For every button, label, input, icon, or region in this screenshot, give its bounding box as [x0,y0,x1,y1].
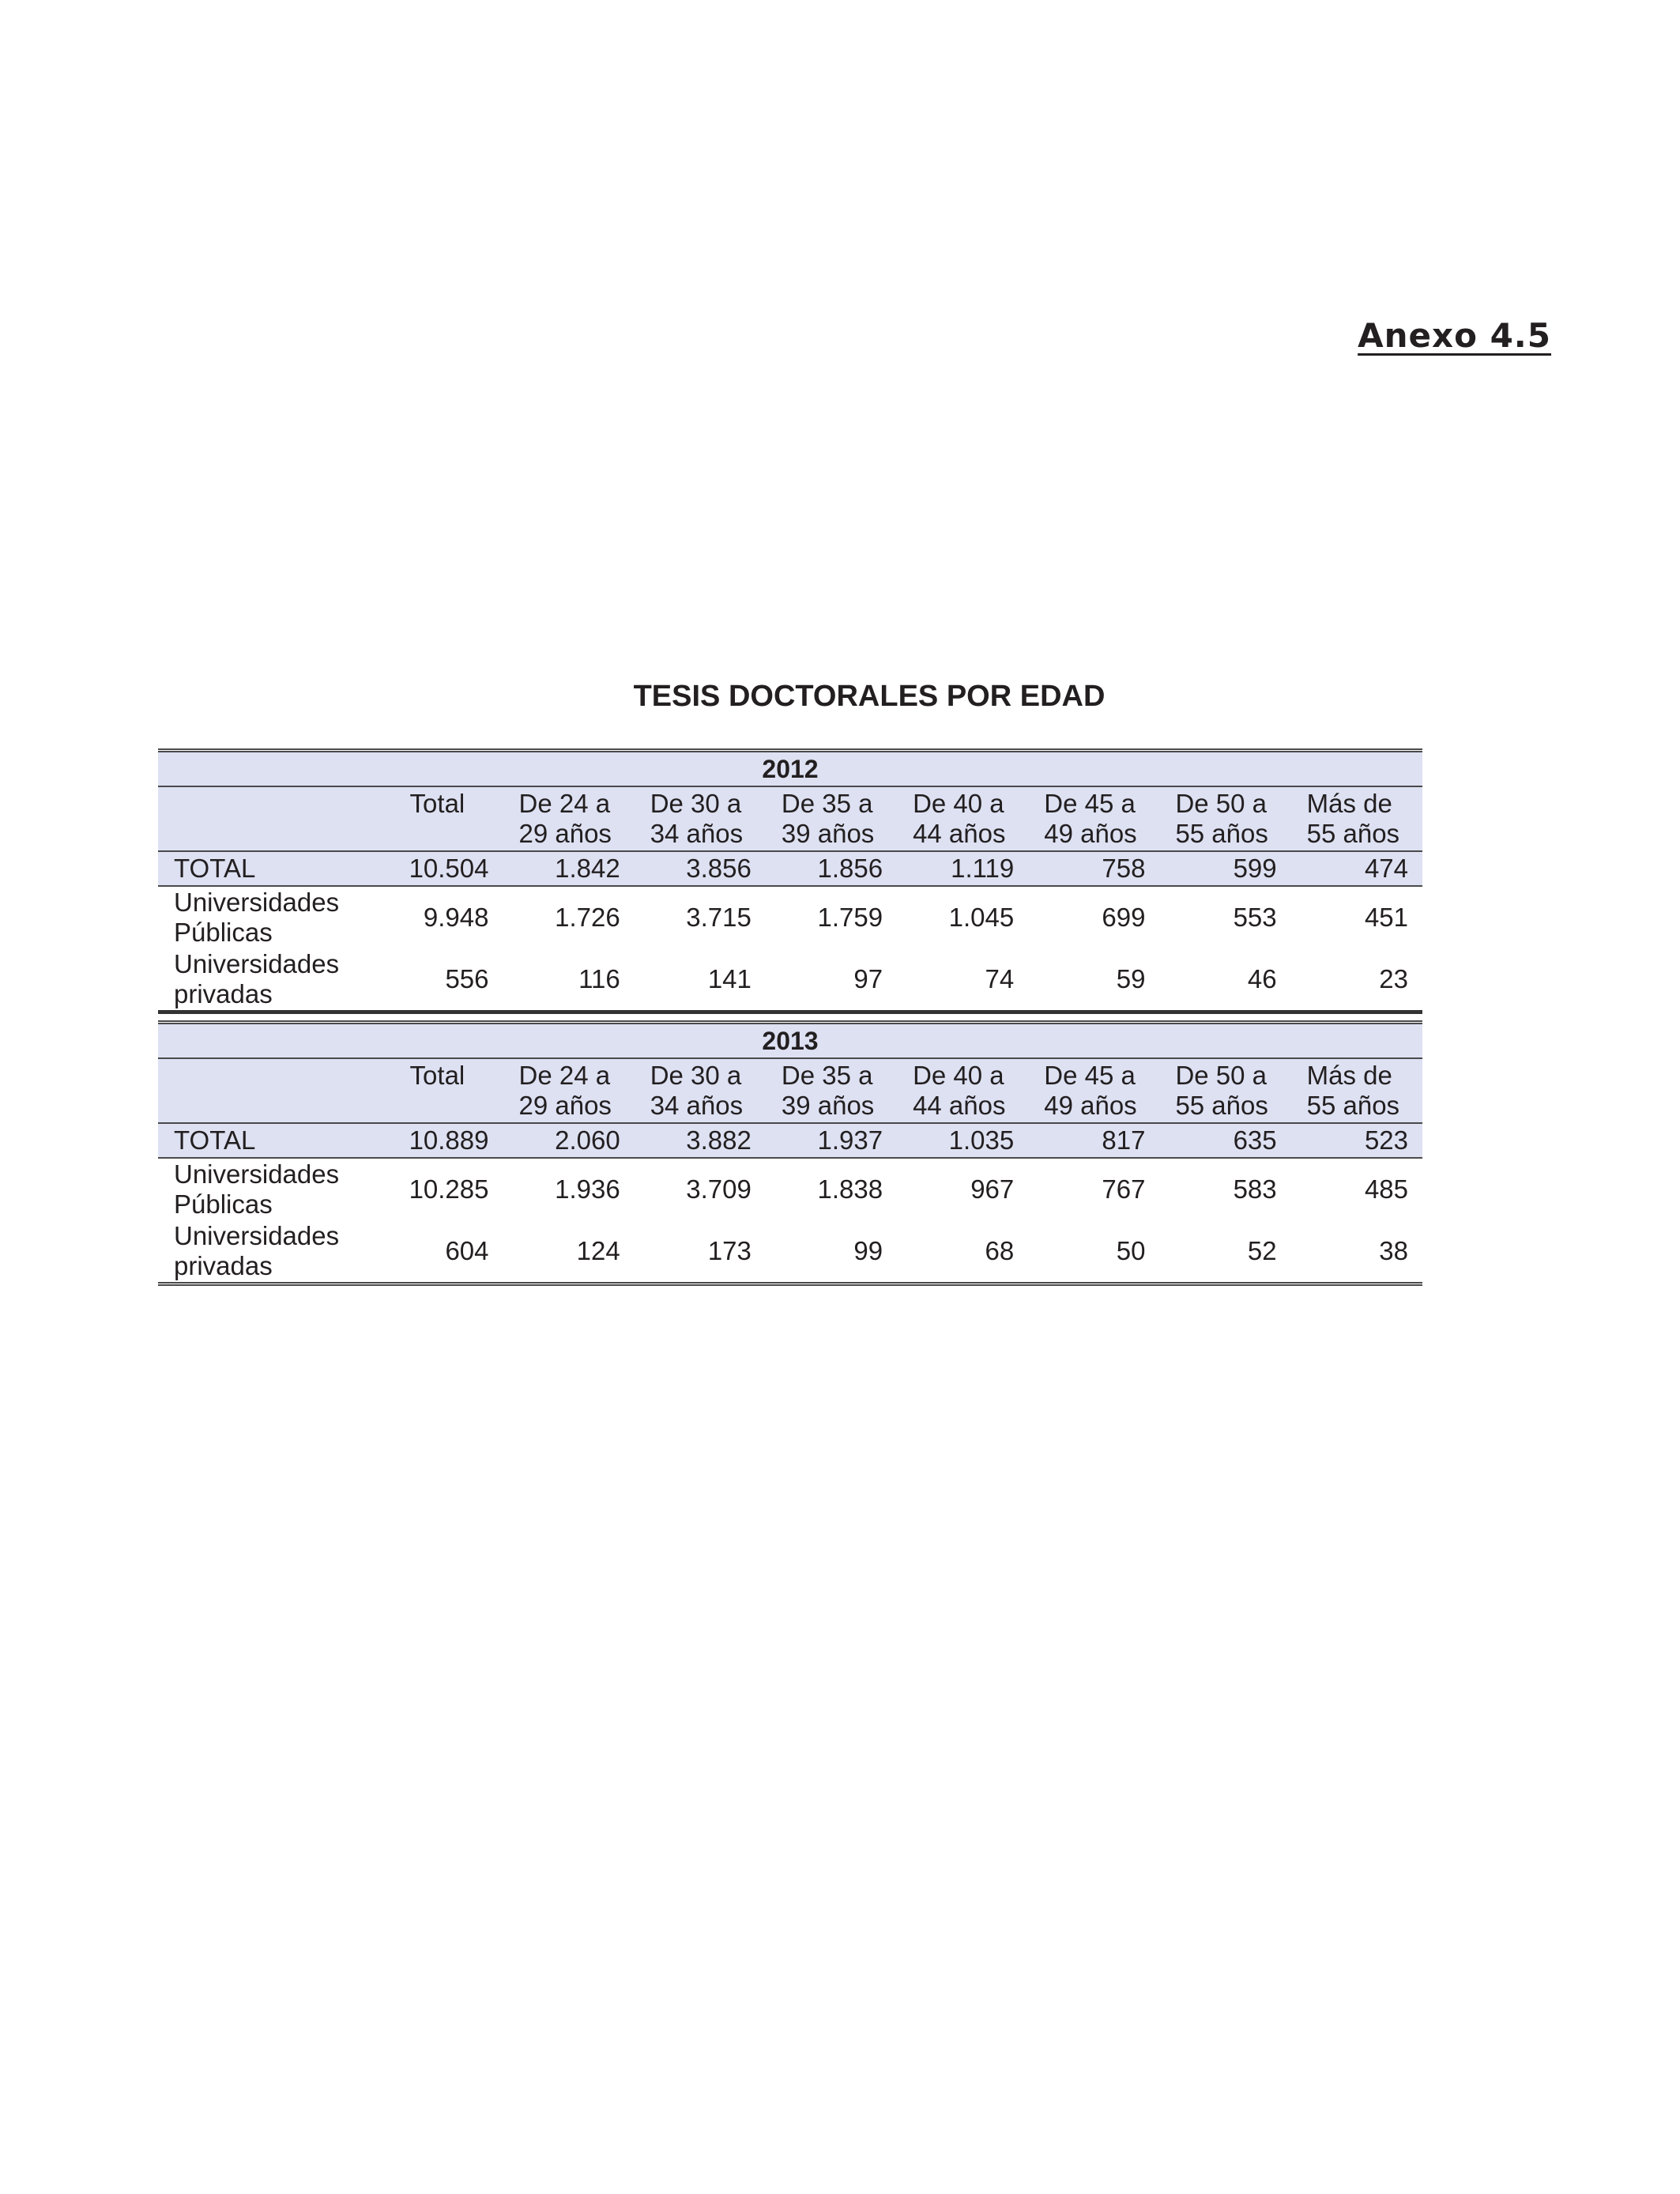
cell-value: 50 [1028,1220,1159,1282]
row-label-line: Universidades [174,949,340,978]
cell-value: 1.119 [897,851,1028,886]
header-age-50-55 [1159,1058,1290,1123]
cell-value: 967 [897,1158,1028,1220]
row-label-line: Universidades [174,1159,340,1189]
header-total: Total [371,1058,503,1123]
cell-value: 59 [1028,948,1159,1010]
cell-value: 485 [1291,1158,1422,1220]
header-line: 34 años [650,1091,744,1120]
table-row-privadas [158,948,1422,1010]
row-label-line: Universidades [174,1221,340,1250]
year-header-row [158,751,1422,787]
header-age-55-plus [1291,786,1422,851]
header-age-30-34 [635,1058,766,1123]
header-line: 49 años [1044,819,1137,848]
header-line: 29 años [518,819,612,848]
header-line: 44 años [913,1091,1006,1120]
header-line: De 45 a [1044,789,1136,818]
header-line: 29 años [518,1091,612,1120]
document-title: TESIS DOCTORALES POR EDAD [633,680,1106,713]
header-line: De 50 a [1175,789,1268,818]
table-row-publicas [158,1158,1422,1220]
table-bottom-rule [158,1282,1422,1286]
cell-value: 74 [897,948,1028,1010]
cell-value: 141 [635,948,766,1010]
header-line: 55 años [1306,1091,1400,1120]
table-2013 [158,1020,1422,1282]
cell-value: 9.948 [371,886,503,948]
cell-value: 767 [1028,1158,1159,1220]
cell-value: 3.715 [635,886,766,948]
cell-value: 1.842 [503,851,635,886]
year-label: 2013 [158,1023,1422,1059]
header-corner [158,1058,371,1123]
row-label-line: Públicas [174,918,273,947]
cell-value: 451 [1291,886,1422,948]
cell-value: 758 [1028,851,1159,886]
row-label: TOTAL [158,851,371,886]
header-age-40-44 [897,1058,1028,1123]
year-label: 2012 [158,751,1422,787]
header-age-35-39 [766,786,897,851]
cell-value: 23 [1291,948,1422,1010]
table-2012 [158,748,1422,1010]
cell-value: 604 [371,1220,503,1282]
cell-value: 10.285 [371,1158,503,1220]
header-line: 34 años [650,819,744,848]
year-header-row [158,1023,1422,1059]
cell-value: 1.726 [503,886,635,948]
header-line: 49 años [1044,1091,1137,1120]
cell-value: 99 [766,1220,897,1282]
row-label [158,1220,371,1282]
table-row-publicas [158,886,1422,948]
cell-value: 556 [371,948,503,1010]
header-age-50-55 [1159,786,1290,851]
header-line: De 50 a [1175,1061,1268,1090]
header-line: De 30 a [650,789,742,818]
row-label: TOTAL [158,1123,371,1158]
cell-value: 1.035 [897,1123,1028,1158]
row-label-line: privadas [174,1251,273,1280]
tables-container [158,748,1422,1286]
cell-value: 553 [1159,886,1290,948]
cell-value: 1.937 [766,1123,897,1158]
table-row-total [158,851,1422,886]
cell-value: 46 [1159,948,1290,1010]
header-line: 39 años [781,1091,875,1120]
header-line: 55 años [1306,819,1400,848]
header-line: De 35 a [781,789,873,818]
row-label-line: privadas [174,979,273,1008]
cell-value: 116 [503,948,635,1010]
header-corner [158,786,371,851]
table-row-total [158,1123,1422,1158]
header-age-24-29 [503,786,635,851]
cell-value: 68 [897,1220,1028,1282]
header-age-24-29 [503,1058,635,1123]
column-header-row [158,1058,1422,1123]
annex-label: Anexo 4.5 [1358,316,1551,355]
cell-value: 124 [503,1220,635,1282]
header-line: Más de [1306,789,1392,818]
cell-value: 2.060 [503,1123,635,1158]
header-age-55-plus [1291,1058,1422,1123]
cell-value: 3.882 [635,1123,766,1158]
header-line: 44 años [913,819,1006,848]
cell-value: 1.936 [503,1158,635,1220]
header-age-45-49 [1028,1058,1159,1123]
header-line: De 30 a [650,1061,742,1090]
cell-value: 599 [1159,851,1290,886]
header-line: De 35 a [781,1061,873,1090]
cell-value: 3.709 [635,1158,766,1220]
header-line: De 24 a [518,1061,611,1090]
row-label-line: Universidades [174,888,340,917]
row-label [158,948,371,1010]
header-age-45-49 [1028,786,1159,851]
cell-value: 38 [1291,1220,1422,1282]
cell-value: 97 [766,948,897,1010]
header-total: Total [371,786,503,851]
cell-value: 52 [1159,1220,1290,1282]
header-line: De 40 a [913,1061,1004,1090]
cell-value: 10.504 [371,851,503,886]
header-line: De 40 a [913,789,1004,818]
header-line: 55 años [1175,1091,1268,1120]
cell-value: 523 [1291,1123,1422,1158]
table-spacer [158,1014,1422,1020]
table-row-privadas [158,1220,1422,1282]
header-age-35-39 [766,1058,897,1123]
header-line: De 45 a [1044,1061,1136,1090]
header-line: 39 años [781,819,875,848]
column-header-row [158,786,1422,851]
header-age-30-34 [635,786,766,851]
cell-value: 1.838 [766,1158,897,1220]
cell-value: 3.856 [635,851,766,886]
cell-value: 10.889 [371,1123,503,1158]
cell-value: 635 [1159,1123,1290,1158]
row-label [158,886,371,948]
header-line: De 24 a [518,789,611,818]
cell-value: 173 [635,1220,766,1282]
cell-value: 817 [1028,1123,1159,1158]
cell-value: 1.856 [766,851,897,886]
row-label-line: Públicas [174,1189,273,1219]
cell-value: 699 [1028,886,1159,948]
header-line: Más de [1306,1061,1392,1090]
cell-value: 583 [1159,1158,1290,1220]
header-line: 55 años [1175,819,1268,848]
cell-value: 1.045 [897,886,1028,948]
row-label [158,1158,371,1220]
header-age-40-44 [897,786,1028,851]
cell-value: 1.759 [766,886,897,948]
cell-value: 474 [1291,851,1422,886]
